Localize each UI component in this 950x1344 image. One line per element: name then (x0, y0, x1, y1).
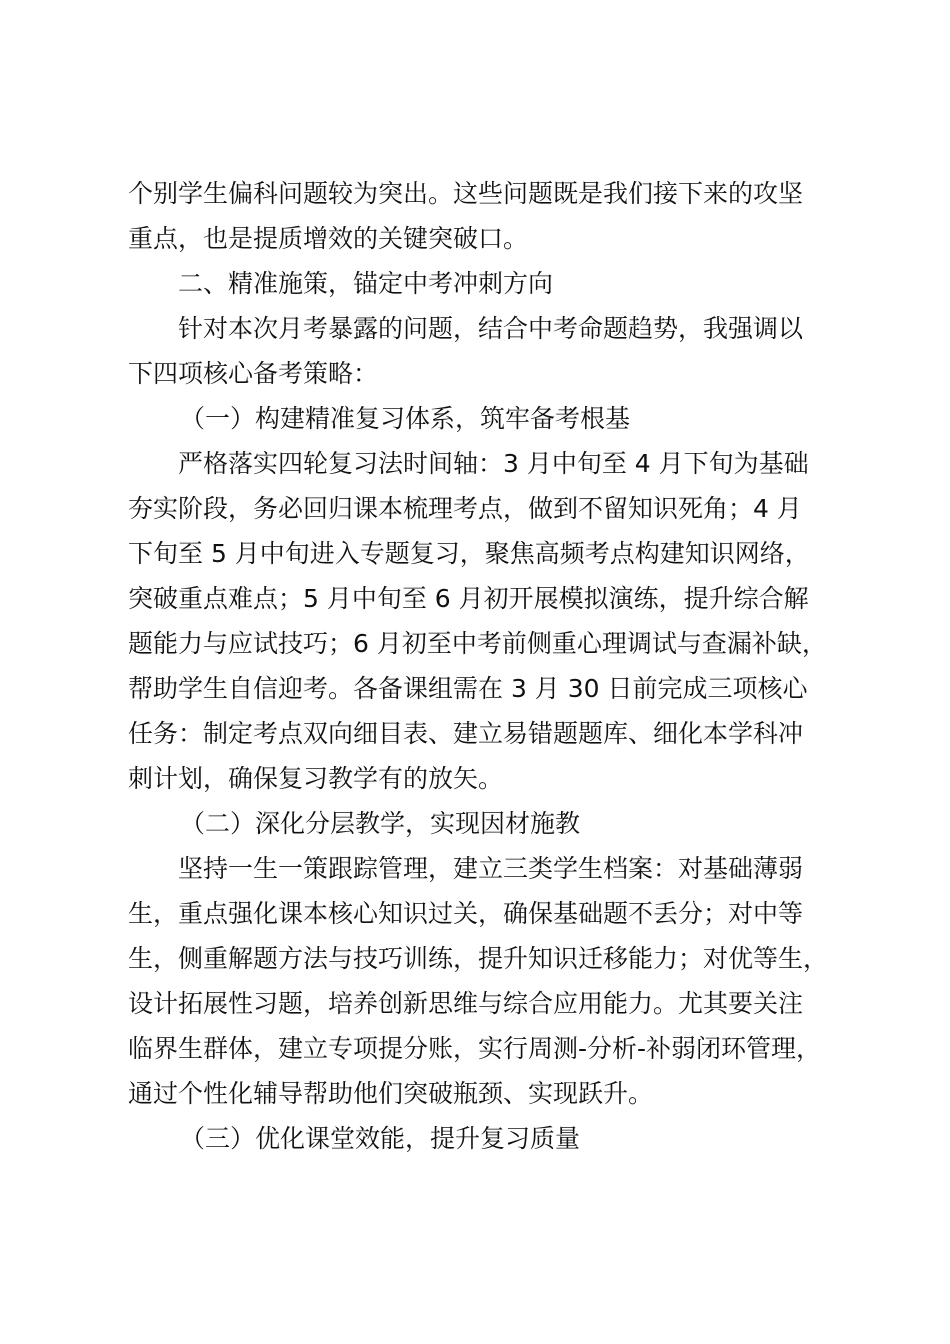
paragraph-line: 下旬至 5 月中旬进入专题复习，聚焦高频考点构建知识网络， (128, 539, 810, 568)
paragraph-line: 坚持一生一策跟踪管理，建立三类学生档案：对基础薄弱 (178, 854, 804, 883)
paragraph-line: 重点，也是提质增效的关键突破口。 (128, 224, 529, 253)
paragraph-line: 刺计划，确保复习教学有的放矢。 (128, 764, 504, 793)
paragraph-line: 下四项核心备考策略： (128, 359, 379, 388)
document-body (128, 171, 858, 1161)
paragraph-line: 个别学生偏科问题较为突出。这些问题既是我们接下来的攻坚 (128, 179, 804, 208)
paragraph-line: 任务：制定考点双向细目表、建立易错题题库、细化本学科冲 (128, 719, 804, 748)
subsection-heading: （一）构建精准复习体系，筑牢备考根基 (180, 404, 631, 433)
paragraph-line: 帮助学生自信迎考。各备课组需在 3 月 30 日前完成三项核心 (128, 674, 808, 703)
paragraph-line: 夯实阶段，务必回归课本梳理考点，做到不留知识死角；4 月 (128, 494, 802, 523)
paragraph-line: 针对本次月考暴露的问题，结合中考命题趋势，我强调以 (178, 314, 804, 343)
paragraph-line: 突破重点难点；5 月中旬至 6 月初开展模拟演练，提升综合解 (128, 584, 809, 613)
subsection-heading: （三）优化课堂效能，提升复习质量 (180, 1124, 581, 1153)
paragraph-line: 生，侧重解题方法与技巧训练，提升知识迁移能力；对优等生， (128, 944, 829, 973)
paragraph-line: 通过个性化辅导帮助他们突破瓶颈、实现跃升。 (128, 1079, 654, 1108)
paragraph-line: 严格落实四轮复习法时间轴：3 月中旬至 4 月下旬为基础 (178, 449, 809, 478)
paragraph-line: 设计拓展性习题，培养创新思维与综合应用能力。尤其要关注 (128, 989, 804, 1018)
subsection-heading: （二）深化分层教学，实现因材施教 (180, 809, 581, 838)
paragraph-line: 题能力与应试技巧；6 月初至中考前侧重心理调试与查漏补缺， (128, 629, 827, 658)
paragraph-line: 临界生群体，建立专项提分账，实行周测-分析-补弱闭环管理， (128, 1034, 822, 1063)
paragraph-line: 生，重点强化课本核心知识过关，确保基础题不丢分；对中等 (128, 899, 804, 928)
section-heading: 二、精准施策，锚定中考冲刺方向 (178, 269, 554, 298)
